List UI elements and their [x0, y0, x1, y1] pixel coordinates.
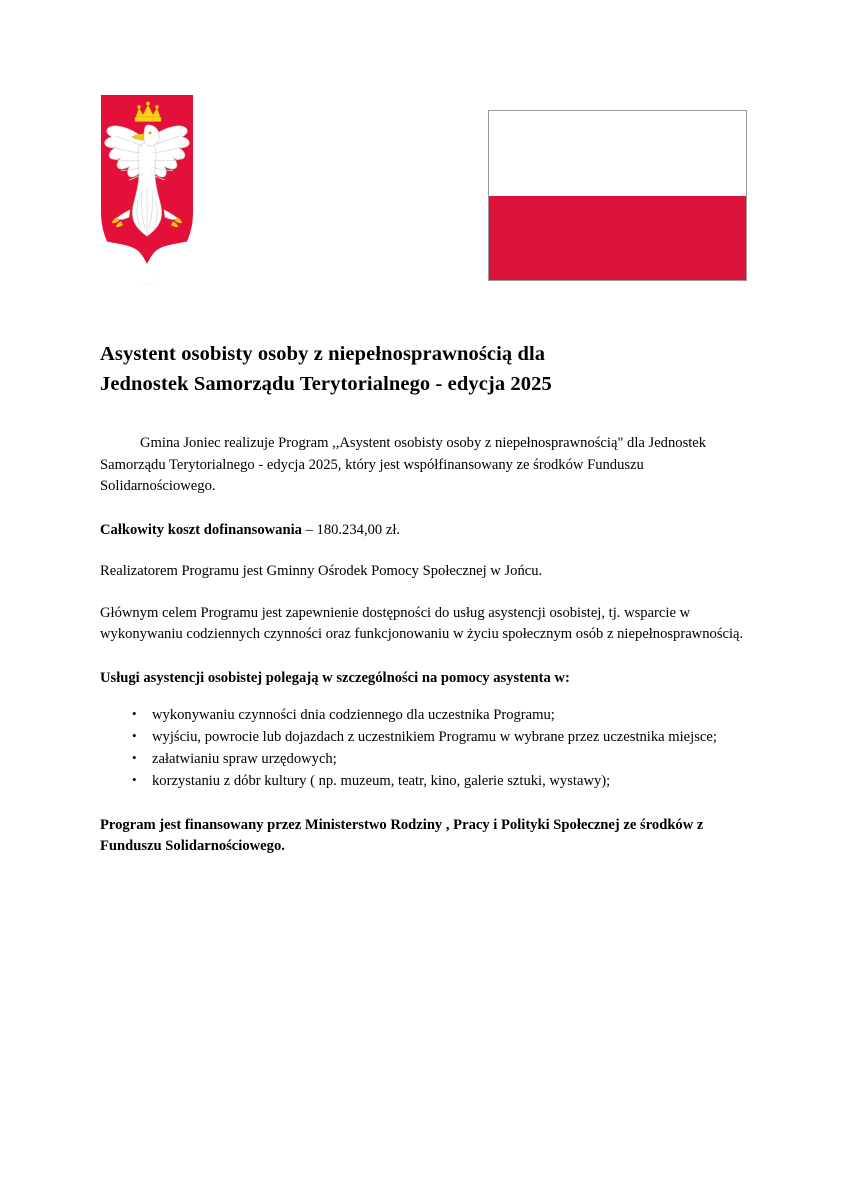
flag-white-band	[489, 111, 746, 196]
list-item: • wyjściu, powrocie lub dojazdach z uczestnikiem Programu w wybrane przez uczestnika miejsce;	[100, 727, 750, 749]
page-title-line-2: Jednostek Samorządu Terytorialnego - edycja 2025	[100, 372, 552, 395]
cost-label: Całkowity koszt dofinansowania	[100, 521, 302, 538]
list-item: • korzystaniu z dóbr kultury ( np. muzeum, teatr, kino, galerie sztuki, wystawy);	[100, 771, 750, 793]
goal-paragraph: Głównym celem Programu jest zapewnienie dostępności do usług asystencji osobistej, tj. wsparcie w wykonywaniu codziennych czynności oraz funkcjonowaniu w życiu społecznym osób z niepełnosprawnością.	[100, 604, 744, 643]
page-title-line-1: Asystent osobisty osoby z niepełnosprawnością dla	[100, 343, 546, 365]
intro-paragraph: Gmina Joniec realizuje Program ,,Asystent osobisty osoby z niepełnosprawnością" dla Jednostek Samorządu Terytorialnego - edycja 2025, który jest współfinansowany ze środków Funduszu Solidarnościowego.	[100, 435, 707, 495]
cost-value: – 180.234,00 zł.	[301, 521, 401, 538]
polish-flag-icon	[488, 110, 747, 281]
services-list	[100, 705, 750, 793]
financing-paragraph: Program jest finansowany przez Ministerstwo Rodziny , Pracy i Polityki Społecznej ze środków z Funduszu Solidarnościowego.	[100, 816, 704, 854]
cost-paragraph	[100, 520, 750, 541]
list-item: • załatwianiu spraw urzędowych;	[100, 749, 750, 771]
list-item: • wykonywaniu czynności dnia codziennego dla uczestnika Programu;	[100, 705, 750, 727]
services-heading: Usługi asystencji osobistej polegają w szczególności na pomocy asystenta w:	[100, 669, 570, 686]
polish-coat-of-arms-icon	[100, 94, 194, 286]
document-body	[100, 340, 750, 875]
realizator-paragraph: Realizatorem Programu jest Gminny Ośrodek Pomocy Społecznej w Jońcu.	[100, 563, 543, 580]
emblem-header	[0, 0, 849, 300]
flag-red-band	[489, 196, 746, 281]
page-title	[100, 340, 690, 399]
